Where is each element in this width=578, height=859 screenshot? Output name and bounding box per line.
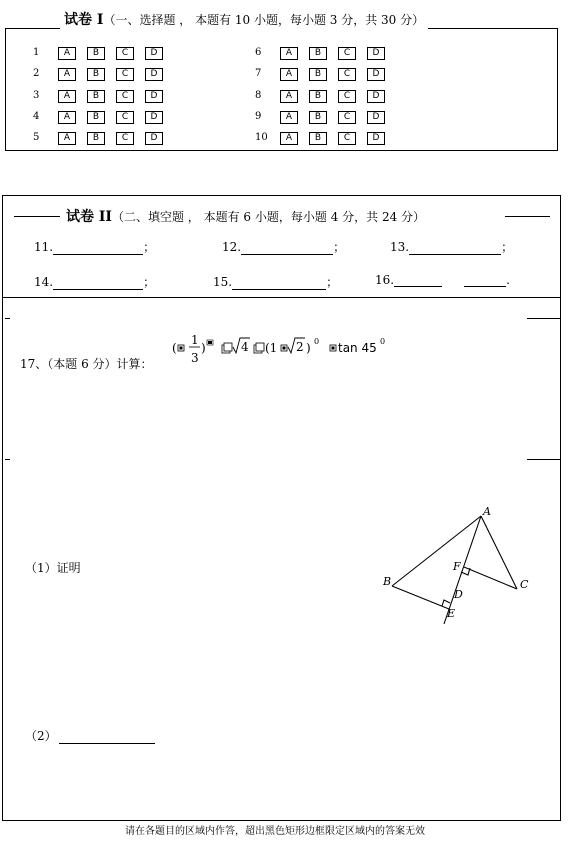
mc-option-b[interactable]: B	[309, 111, 327, 124]
svg-text:(: (	[172, 341, 177, 355]
part2-title-bold: 试卷 II	[66, 209, 112, 225]
footer-note: 请在各题目的区域内作答，超出黑色矩形边框限定区域内的答案无效	[125, 826, 425, 837]
mc-option-b[interactable]: B	[87, 47, 105, 60]
mc-option-c[interactable]: C	[338, 47, 356, 60]
q17-sqrt4: 4	[241, 340, 249, 354]
mc-option-a[interactable]: A	[58, 132, 76, 145]
mc-question-number: 4	[33, 111, 40, 122]
mc-option-a[interactable]: A	[280, 132, 298, 145]
mc-option-d[interactable]: D	[145, 47, 163, 60]
mc-option-a[interactable]: A	[58, 47, 76, 60]
mc-option-b[interactable]: B	[309, 90, 327, 103]
mc-question-number: 8	[255, 90, 262, 101]
mc-option-d[interactable]: D	[145, 68, 163, 81]
mc-question-number: 7	[255, 68, 262, 79]
part2-title	[62, 206, 429, 226]
q17-label: 17、（本题 6 分）计算：	[20, 357, 153, 371]
mc-option-c[interactable]: C	[116, 47, 134, 60]
mc-option-a[interactable]: A	[280, 47, 298, 60]
mc-option-b[interactable]: B	[87, 111, 105, 124]
part1-title	[60, 9, 428, 29]
mc-option-d[interactable]: D	[367, 132, 385, 145]
segment-FC	[464, 567, 517, 589]
mc-option-b[interactable]: B	[309, 132, 327, 145]
q17-exp-0b: 0	[380, 337, 386, 346]
point-F: F	[453, 560, 461, 573]
mc-option-b[interactable]: B	[87, 90, 105, 103]
point-E: E	[447, 607, 456, 620]
mc-option-d[interactable]: D	[145, 132, 163, 145]
mc-option-c[interactable]: C	[116, 68, 134, 81]
mc-option-c[interactable]: C	[338, 68, 356, 81]
q17-rule-left-top	[5, 318, 10, 319]
point-B: B	[383, 575, 392, 588]
mc-option-b[interactable]: B	[309, 47, 327, 60]
mc-question-number: 3	[33, 90, 40, 101]
segment-AB	[392, 516, 481, 586]
part2-title-rule-right	[505, 216, 550, 217]
q17-paren-close: )	[306, 341, 311, 355]
mc-option-c[interactable]: C	[116, 111, 134, 124]
mc-option-c[interactable]: C	[338, 111, 356, 124]
blank-14[interactable]: 14. ；	[34, 275, 156, 289]
mc-option-d[interactable]: D	[367, 90, 385, 103]
q17-frac-num: 1	[191, 333, 199, 347]
point-A: A	[483, 505, 491, 518]
q17-paren-1: (1	[265, 341, 278, 355]
mc-option-c[interactable]: C	[338, 132, 356, 145]
mc-question-number: 1	[33, 47, 40, 58]
point-C: C	[520, 578, 529, 591]
q17-expression	[170, 332, 400, 370]
right-angle-E	[442, 600, 450, 606]
mc-option-a[interactable]: A	[58, 111, 76, 124]
mc-option-a[interactable]: A	[280, 111, 298, 124]
svg-text:): )	[201, 341, 206, 355]
mc-option-b[interactable]: B	[309, 68, 327, 81]
mc-option-c[interactable]: C	[116, 90, 134, 103]
q17-exp-0: 0	[314, 337, 320, 346]
part2-title-rest: （二、填空题 ， 本题有 6 小题，每小题 4 分，共 24 分）	[111, 210, 426, 224]
blank-16[interactable]: 16. .	[375, 273, 510, 287]
q17-rule-right-top	[527, 318, 560, 319]
part1-title-rest: （一、选择题 ， 本题有 10 小题，每小题 3 分，共 30 分）	[103, 13, 425, 27]
mc-option-a[interactable]: A	[280, 90, 298, 103]
q18-part1-label: （1）证明	[25, 561, 81, 575]
q17-frac-den: 3	[191, 351, 199, 365]
mc-question-number: 9	[255, 111, 262, 122]
mc-option-d[interactable]: D	[145, 90, 163, 103]
q17-rule-right-bottom	[527, 459, 560, 460]
mc-option-d[interactable]: D	[367, 47, 385, 60]
part2-title-rule-left	[14, 216, 60, 217]
mc-question-number: 5	[33, 132, 40, 143]
blank-12[interactable]: 12. ；	[222, 240, 346, 254]
q17-tan: tan 45	[338, 341, 377, 355]
triangle-figure	[378, 502, 538, 628]
mc-option-a[interactable]: A	[58, 68, 76, 81]
mc-question-number: 2	[33, 68, 40, 79]
blank-13[interactable]: 13. ；	[390, 240, 514, 254]
blank-11[interactable]: 11. ；	[34, 240, 156, 254]
mc-question-number: 6	[255, 47, 262, 58]
segment-BE	[392, 586, 449, 609]
part2-fill-divider	[2, 297, 560, 298]
mc-option-a[interactable]: A	[58, 90, 76, 103]
segment-AC	[481, 516, 517, 589]
mc-option-d[interactable]: D	[367, 111, 385, 124]
part1-title-bold: 试卷 I	[64, 12, 104, 28]
mc-option-a[interactable]: A	[280, 68, 298, 81]
mc-question-number: 10	[255, 132, 268, 143]
q18-part2-label[interactable]: （2）	[25, 727, 155, 744]
q17-sqrt2: 2	[296, 340, 304, 354]
q17-rule-left-bottom	[5, 459, 10, 460]
mc-option-b[interactable]: B	[87, 132, 105, 145]
point-D: D	[454, 588, 463, 601]
mc-option-c[interactable]: C	[116, 132, 134, 145]
mc-option-d[interactable]: D	[367, 68, 385, 81]
mc-option-d[interactable]: D	[145, 111, 163, 124]
mc-option-b[interactable]: B	[87, 68, 105, 81]
blank-15[interactable]: 15. ；	[213, 275, 339, 289]
mc-option-c[interactable]: C	[338, 90, 356, 103]
